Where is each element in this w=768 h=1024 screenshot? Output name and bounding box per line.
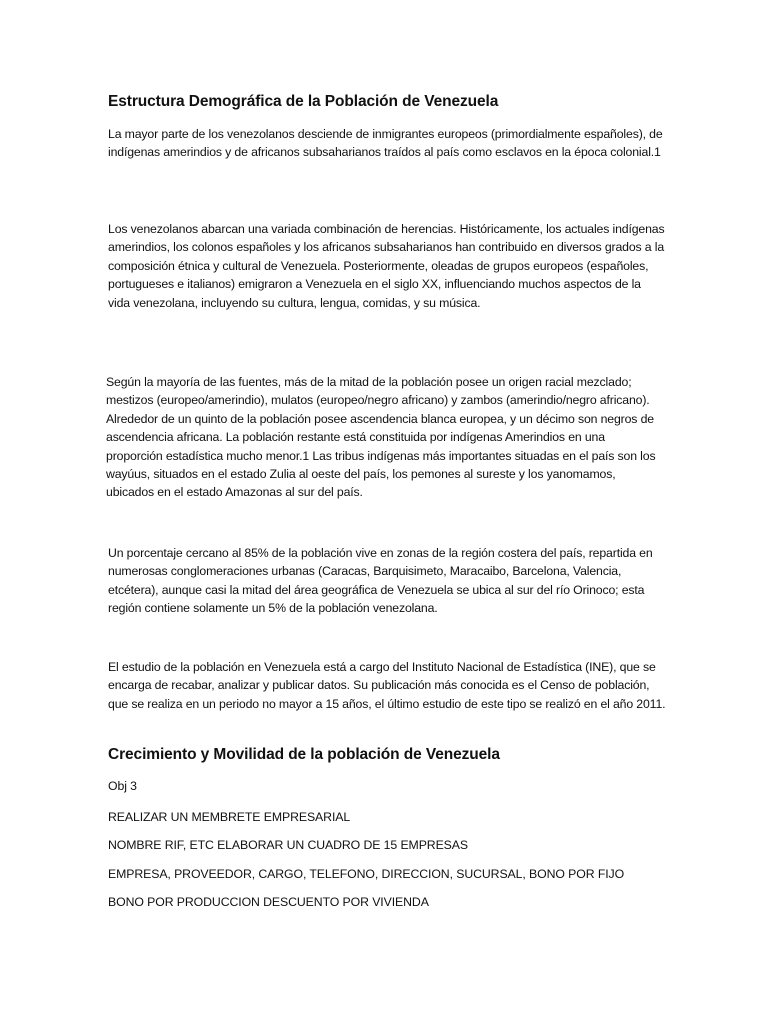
paragraph-3: Según la mayoría de las fuentes, más de la mitad de la población posee un origen racial mezclado; mestizos (europeo/amerindio), mulatos (europeo/negro africano) y zambos (amerindio/negro africano). Alrededor de un quinto de la población posee ascendencia blanca europea, y un décimo son negros de ascendencia africana. La población restante está constituida por indígenas Amerindios en una proporción estadística mucho menor.1 Las tribus indígenas más importantes situadas en el país son los wayúus, situados en el estado Zulia al oeste del país, los pemones al sureste y los yanomamos, ubicados en el estado Amazonas al sur del país.	[106, 375, 656, 500]
note-line-1: Obj 3	[108, 779, 137, 793]
note-line-2: REALIZAR UN MEMBRETE EMPRESARIAL	[108, 810, 351, 824]
section-heading: Crecimiento y Movilidad de la población de Venezuela	[108, 746, 500, 763]
paragraph-2: Los venezolanos abarcan una variada combinación de herencias. Históricamente, los actuales indígenas amerindios, los colonos españoles y los africanos subsaharianos han contribuido en diversos grados a la composición étnica y cultural de Venezuela. Posteriormente, oleadas de grupos europeos (españoles, portugueses e italianos) emigraron a Venezuela en el siglo XX, influenciando muchos aspectos de la vida venezolana, incluyendo su cultura, lengua, comidas, y su música.	[108, 222, 665, 310]
note-line-4: EMPRESA, PROVEEDOR, CARGO, TELEFONO, DIRECCION, SUCURSAL, BONO POR FIJO	[108, 867, 625, 881]
document-title: Estructura Demográfica de la Población de Venezuela	[108, 93, 499, 110]
note-line-3: NOMBRE RIF, ETC ELABORAR UN CUADRO DE 15 EMPRESAS	[108, 838, 468, 852]
paragraph-1: La mayor parte de los venezolanos desciende de inmigrantes europeos (primordialmente españoles), de indígenas amerindios y de africanos subsaharianos traídos al país como esclavos en la época colonial.1	[108, 127, 663, 160]
paragraph-4: Un porcentaje cercano al 85% de la población vive en zonas de la región costera del país, repartida en numerosas conglomeraciones urbanas (Caracas, Barquisimeto, Maracaibo, Barcelona, Valencia, etcétera), aunque casi la mitad del área geográfica de Venezuela se ubica al sur del río Orinoco; esta región contiene solamente un 5% de la población venezolana.	[108, 546, 653, 616]
paragraph-5: El estudio de la población en Venezuela está a cargo del Instituto Nacional de Estadística (INE), que se encarga de recabar, analizar y publicar datos. Su publicación más conocida es el Censo de población, que se realiza en un periodo no mayor a 15 años, el último estudio de este tipo se realizó en el año 2011.	[108, 660, 666, 711]
note-line-5: BONO POR PRODUCCION DESCUENTO POR VIVIENDA	[108, 895, 429, 909]
